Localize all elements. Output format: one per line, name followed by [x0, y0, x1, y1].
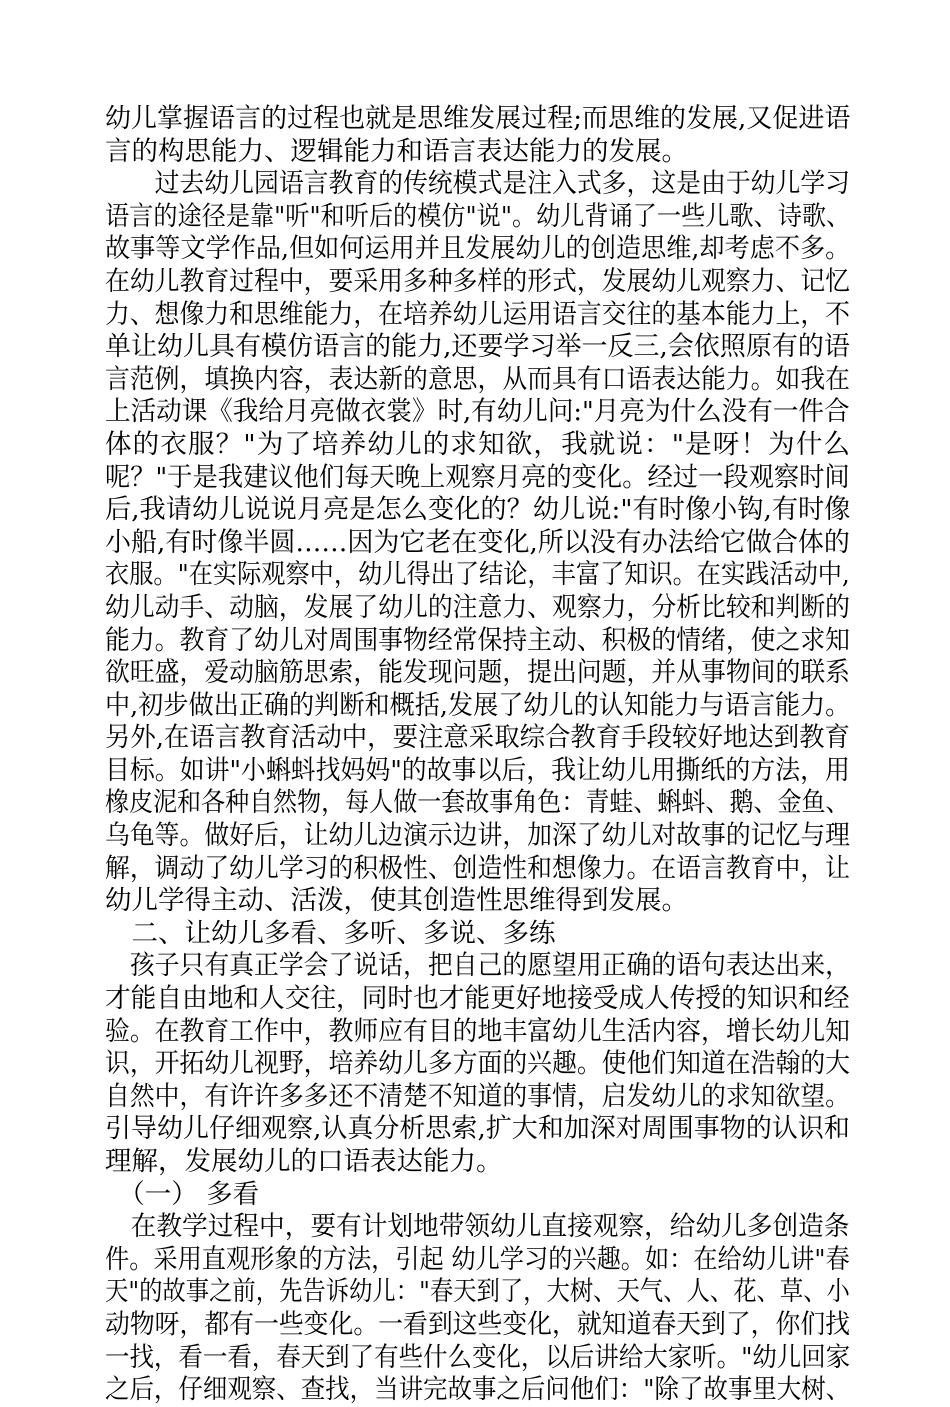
text-line: 欲旺盛，爱动脑筋思索，能发现问题，提出问题，并从事物间的联系	[105, 657, 850, 689]
text-line: 语言的途径是靠"听"和听后的模仿"说"。幼儿背诵了一些儿歌、诗歌、	[105, 200, 851, 232]
text-line: 乌龟等。做好后，让幼儿边演示边讲，加深了幼儿对故事的记忆与理	[105, 820, 850, 852]
text-line: 力、想像力和思维能力，在培养幼儿运用语言交往的基本能力上，不	[105, 298, 850, 330]
text-line: 理解，发展幼儿的口语表达能力。	[105, 1146, 503, 1177]
body-text	[105, 103, 850, 1407]
text-line: 在幼儿教育过程中，要采用多种多样的形式，发展幼儿观察力、记忆	[105, 265, 850, 297]
text-line: 后,我请幼儿说说月亮是怎么变化的？幼儿说:"有时像小钩,有时像	[105, 494, 851, 526]
text-line: 二、让幼儿多看、多听、多说、多练	[105, 917, 556, 949]
text-line: 小船,有时像半圆……因为它老在变化,所以没有办法给它做合体的	[105, 526, 850, 558]
text-line: 一找，看一看，春天到了有些什么变化，以后讲给大家听。"幼儿回家	[105, 1341, 851, 1373]
text-line: 才能自由地和人交往，同时也才能更好地接受成人传授的知识和经	[105, 983, 850, 1015]
text-line: 天"的故事之前，先告诉幼儿："春天到了，大树、天气、人、花、草、小	[105, 1276, 850, 1308]
text-line: 幼儿动手、动脑，发展了幼儿的注意力、观察力，分析比较和判断的	[105, 591, 850, 623]
text-line: 孩子只有真正学会了说话，把自己的愿望用正确的语句表达出来，	[105, 950, 850, 982]
text-line: 之后，仔细观察、查找，当讲完故事之后问他们："除了故事里大树、	[105, 1374, 851, 1406]
text-line: 能力。教育了幼儿对周围事物经常保持主动、积极的情绪，使之求知	[105, 624, 850, 656]
text-line: 引导幼儿仔细观察,认真分析思索,扩大和加深对周围事物的认识和	[105, 1113, 850, 1145]
text-line: 验。在教育工作中，教师应有目的地丰富幼儿生活内容，增长幼儿知	[105, 1015, 850, 1047]
text-line: 言的构思能力、逻辑能力和语言表达能力的发展。	[105, 135, 688, 167]
text-line: 另外,在语言教育活动中，要注意采取综合教育手段较好地达到教育	[105, 722, 850, 754]
text-line: 橡皮泥和各种自然物，每人做一套故事角色：青蛙、蝌蚪、鹅、金鱼、	[105, 787, 850, 819]
text-line: 目标。如讲"小蝌蚪找妈妈"的故事以后，我让幼儿用撕纸的方法，用	[105, 754, 850, 786]
text-line: 在教学过程中，要有计划地带领幼儿直接观察，给幼儿多创造条	[105, 1211, 850, 1243]
text-line: 上活动课《我给月亮做衣裳》时,有幼儿问:"月亮为什么没有一件合	[105, 396, 850, 428]
text-line: 衣服。"在实际观察中，幼儿得出了结论，丰富了知识。在实践活动中,	[105, 559, 850, 591]
text-line: 单让幼儿具有模仿语言的能力,还要学习举一反三,会依照原有的语	[105, 331, 850, 363]
text-line: （一） 多看	[105, 1178, 260, 1210]
text-line: 识，开拓幼儿视野，培养幼儿多方面的兴趣。使他们知道在浩翰的大	[105, 1048, 850, 1080]
text-line: 故事等文学作品,但如何运用并且发展幼儿的创造思维,却考虑不多。	[105, 233, 851, 265]
text-line: 动物呀，都有一些变化。一看到这些变化，就知道春天到了，你们找	[105, 1308, 850, 1340]
text-line: 解，调动了幼儿学习的积极性、创造性和想像力。在语言教育中，让	[105, 852, 850, 884]
text-line: 幼儿学得主动、活泼，使其创造性思维得到发展。	[105, 885, 688, 917]
text-line: 呢？"于是我建议他们每天晚上观察月亮的变化。经过一段观察时间	[105, 461, 850, 493]
text-line: 自然中，有许许多多还不清楚不知道的事情，启发幼儿的求知欲望。	[105, 1080, 850, 1112]
text-line: 过去幼儿园语言教育的传统模式是注入式多，这是由于幼儿学习	[105, 168, 850, 200]
text-line: 言范例，填换内容，表达新的意思，从而具有口语表达能力。如我在	[105, 363, 850, 395]
text-line: 体的衣服？"为了培养幼儿的求知欲，我就说："是呀！为什么	[105, 428, 850, 460]
text-line: 件。采用直观形象的方法，引起 幼儿学习的兴趣。如：在给幼儿讲"春	[105, 1243, 850, 1275]
text-line: 中,初步做出正确的判断和概括,发展了幼儿的认知能力与语言能力。	[105, 689, 851, 721]
text-line: 幼儿掌握语言的过程也就是思维发展过程;而思维的发展,又促进语	[105, 103, 851, 134]
